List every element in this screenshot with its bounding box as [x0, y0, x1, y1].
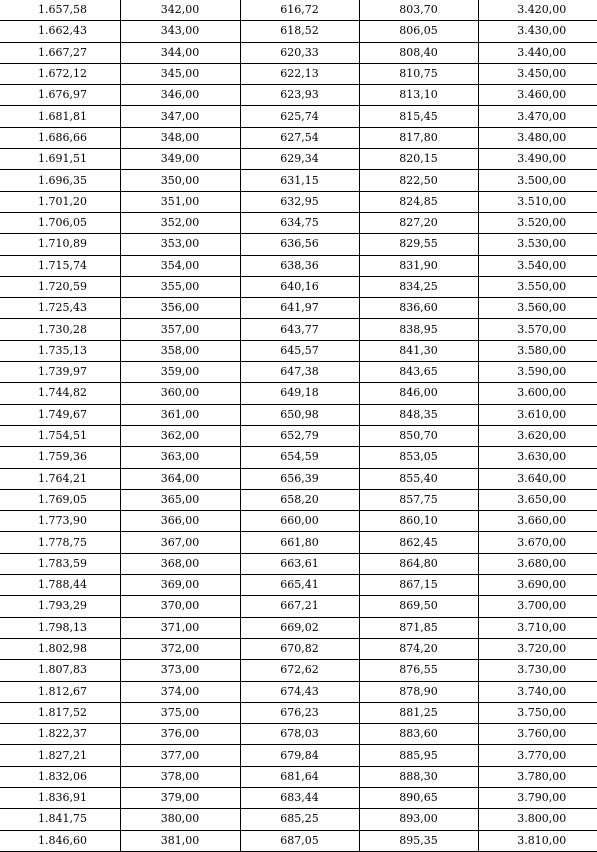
table-cell: 618,52 [240, 21, 359, 42]
table-cell: 3.660,00 [478, 511, 597, 532]
table-cell: 815,45 [359, 106, 478, 127]
table-cell: 348,00 [120, 127, 240, 148]
table-cell: 3.580,00 [478, 340, 597, 361]
table-cell: 3.790,00 [478, 787, 597, 808]
table-cell: 667,21 [240, 596, 359, 617]
table-cell: 620,33 [240, 42, 359, 63]
table-cell: 347,00 [120, 106, 240, 127]
table-cell: 1.793,29 [0, 596, 120, 617]
table-cell: 362,00 [120, 425, 240, 446]
table-cell: 364,00 [120, 468, 240, 489]
table-cell: 361,00 [120, 404, 240, 425]
table-cell: 3.750,00 [478, 702, 597, 723]
table-row [0, 489, 597, 510]
table-cell: 3.490,00 [478, 149, 597, 170]
table-cell: 670,82 [240, 638, 359, 659]
table-cell: 869,50 [359, 596, 478, 617]
table-cell: 381,00 [120, 830, 240, 851]
table-cell: 1.739,97 [0, 362, 120, 383]
table-row [0, 340, 597, 361]
table-cell: 631,15 [240, 170, 359, 191]
table-cell: 679,84 [240, 745, 359, 766]
table-cell: 862,45 [359, 532, 478, 553]
table-cell: 1.744,82 [0, 383, 120, 404]
table-cell: 372,00 [120, 638, 240, 659]
table-row [0, 106, 597, 127]
table-cell: 829,55 [359, 234, 478, 255]
table-cell: 1.764,21 [0, 468, 120, 489]
table-cell: 895,35 [359, 830, 478, 851]
table-cell: 1.720,59 [0, 276, 120, 297]
table-cell: 867,15 [359, 575, 478, 596]
table-row [0, 575, 597, 596]
table-cell: 683,44 [240, 787, 359, 808]
table-cell: 3.480,00 [478, 127, 597, 148]
table-cell: 824,85 [359, 191, 478, 212]
table-cell: 848,35 [359, 404, 478, 425]
table-cell: 380,00 [120, 809, 240, 830]
table-cell: 363,00 [120, 447, 240, 468]
table-cell: 1.676,97 [0, 85, 120, 106]
table-cell: 665,41 [240, 575, 359, 596]
table-row [0, 447, 597, 468]
table-cell: 3.620,00 [478, 425, 597, 446]
table-row [0, 830, 597, 851]
table-row [0, 191, 597, 212]
table-cell: 656,39 [240, 468, 359, 489]
table-cell: 3.560,00 [478, 298, 597, 319]
table-cell: 636,56 [240, 234, 359, 255]
table-cell: 853,05 [359, 447, 478, 468]
table-cell: 3.630,00 [478, 447, 597, 468]
table-cell: 1.662,43 [0, 21, 120, 42]
table-cell: 3.600,00 [478, 383, 597, 404]
table-cell: 367,00 [120, 532, 240, 553]
table-cell: 1.812,67 [0, 681, 120, 702]
table-row [0, 319, 597, 340]
table-cell: 3.800,00 [478, 809, 597, 830]
table-cell: 822,50 [359, 170, 478, 191]
table-cell: 366,00 [120, 511, 240, 532]
table-cell: 1.735,13 [0, 340, 120, 361]
table-cell: 890,65 [359, 787, 478, 808]
table-cell: 345,00 [120, 63, 240, 84]
table-row [0, 425, 597, 446]
table-row [0, 276, 597, 297]
table-cell: 808,40 [359, 42, 478, 63]
table-cell: 379,00 [120, 787, 240, 808]
table-cell: 3.640,00 [478, 468, 597, 489]
table-cell: 810,75 [359, 63, 478, 84]
table-cell: 3.530,00 [478, 234, 597, 255]
table-cell: 374,00 [120, 681, 240, 702]
table-cell: 881,25 [359, 702, 478, 723]
table-cell: 3.520,00 [478, 212, 597, 233]
table-row [0, 170, 597, 191]
table-row [0, 85, 597, 106]
table-cell: 355,00 [120, 276, 240, 297]
table-row [0, 702, 597, 723]
table-cell: 643,77 [240, 319, 359, 340]
table-row [0, 809, 597, 830]
table-row [0, 149, 597, 170]
table-cell: 669,02 [240, 617, 359, 638]
table-cell: 1.706,05 [0, 212, 120, 233]
table-cell: 353,00 [120, 234, 240, 255]
table-cell: 1.832,06 [0, 766, 120, 787]
table-row [0, 787, 597, 808]
table-cell: 3.430,00 [478, 21, 597, 42]
table-cell: 803,70 [359, 0, 478, 21]
table-cell: 1.691,51 [0, 149, 120, 170]
table-row [0, 298, 597, 319]
table-cell: 1.749,67 [0, 404, 120, 425]
table-cell: 834,25 [359, 276, 478, 297]
table-cell: 1.817,52 [0, 702, 120, 723]
table-cell: 3.470,00 [478, 106, 597, 127]
table-cell: 687,05 [240, 830, 359, 851]
table-cell: 678,03 [240, 724, 359, 745]
table-cell: 820,15 [359, 149, 478, 170]
table-cell: 1.667,27 [0, 42, 120, 63]
table-cell: 878,90 [359, 681, 478, 702]
table-cell: 377,00 [120, 745, 240, 766]
table-row [0, 532, 597, 553]
table-cell: 831,90 [359, 255, 478, 276]
table-cell: 838,95 [359, 319, 478, 340]
table-row [0, 745, 597, 766]
table-cell: 3.420,00 [478, 0, 597, 21]
table-cell: 632,95 [240, 191, 359, 212]
table-cell: 893,00 [359, 809, 478, 830]
table-cell: 1.657,58 [0, 0, 120, 21]
table-cell: 3.550,00 [478, 276, 597, 297]
table-cell: 1.798,13 [0, 617, 120, 638]
table-row [0, 617, 597, 638]
table-cell: 1.822,37 [0, 724, 120, 745]
table-cell: 376,00 [120, 724, 240, 745]
table-cell: 841,30 [359, 340, 478, 361]
table-cell: 1.846,60 [0, 830, 120, 851]
table-cell: 1.788,44 [0, 575, 120, 596]
table-cell: 1.841,75 [0, 809, 120, 830]
table-cell: 1.827,21 [0, 745, 120, 766]
table-cell: 1.754,51 [0, 425, 120, 446]
table-cell: 836,60 [359, 298, 478, 319]
table-cell: 661,80 [240, 532, 359, 553]
table-row [0, 63, 597, 84]
table-cell: 3.570,00 [478, 319, 597, 340]
table-row [0, 42, 597, 63]
table-cell: 1.778,75 [0, 532, 120, 553]
table-cell: 360,00 [120, 383, 240, 404]
table-row [0, 212, 597, 233]
table-cell: 855,40 [359, 468, 478, 489]
table-cell: 641,97 [240, 298, 359, 319]
table-cell: 3.770,00 [478, 745, 597, 766]
table-row [0, 404, 597, 425]
table-cell: 857,75 [359, 489, 478, 510]
table-cell: 3.510,00 [478, 191, 597, 212]
table-cell: 843,65 [359, 362, 478, 383]
table-cell: 1.701,20 [0, 191, 120, 212]
table-row [0, 468, 597, 489]
table-cell: 616,72 [240, 0, 359, 21]
table-cell: 3.810,00 [478, 830, 597, 851]
table-cell: 3.780,00 [478, 766, 597, 787]
table-cell: 622,13 [240, 63, 359, 84]
table-cell: 370,00 [120, 596, 240, 617]
table-cell: 1.730,28 [0, 319, 120, 340]
table-cell: 343,00 [120, 21, 240, 42]
table-cell: 813,10 [359, 85, 478, 106]
table-row [0, 596, 597, 617]
table-cell: 351,00 [120, 191, 240, 212]
table-cell: 3.690,00 [478, 575, 597, 596]
table-cell: 654,59 [240, 447, 359, 468]
table-cell: 1.802,98 [0, 638, 120, 659]
table-cell: 371,00 [120, 617, 240, 638]
table-cell: 888,30 [359, 766, 478, 787]
table-cell: 860,10 [359, 511, 478, 532]
table-cell: 652,79 [240, 425, 359, 446]
table-cell: 806,05 [359, 21, 478, 42]
table-cell: 3.650,00 [478, 489, 597, 510]
table-cell: 3.540,00 [478, 255, 597, 276]
table-cell: 658,20 [240, 489, 359, 510]
table-cell: 350,00 [120, 170, 240, 191]
table-cell: 640,16 [240, 276, 359, 297]
table-cell: 685,25 [240, 809, 359, 830]
table-cell: 3.700,00 [478, 596, 597, 617]
table-cell: 375,00 [120, 702, 240, 723]
table-cell: 660,00 [240, 511, 359, 532]
table-cell: 629,34 [240, 149, 359, 170]
table-cell: 638,36 [240, 255, 359, 276]
table-cell: 817,80 [359, 127, 478, 148]
table-cell: 827,20 [359, 212, 478, 233]
table-cell: 3.710,00 [478, 617, 597, 638]
table-row [0, 0, 597, 21]
table-cell: 883,60 [359, 724, 478, 745]
table-cell: 3.610,00 [478, 404, 597, 425]
table-row [0, 255, 597, 276]
table-cell: 627,54 [240, 127, 359, 148]
table-cell: 647,38 [240, 362, 359, 383]
table-cell: 1.773,90 [0, 511, 120, 532]
table-cell: 354,00 [120, 255, 240, 276]
table-cell: 3.730,00 [478, 660, 597, 681]
table-cell: 649,18 [240, 383, 359, 404]
table-cell: 359,00 [120, 362, 240, 383]
table-row [0, 127, 597, 148]
table-cell: 1.710,89 [0, 234, 120, 255]
table-cell: 373,00 [120, 660, 240, 681]
table-cell: 1.681,81 [0, 106, 120, 127]
table-cell: 342,00 [120, 0, 240, 21]
table-cell: 645,57 [240, 340, 359, 361]
table-row [0, 638, 597, 659]
table-cell: 623,93 [240, 85, 359, 106]
table-cell: 346,00 [120, 85, 240, 106]
table-cell: 876,55 [359, 660, 478, 681]
table-cell: 3.720,00 [478, 638, 597, 659]
table-row [0, 383, 597, 404]
table-cell: 676,23 [240, 702, 359, 723]
table-cell: 3.500,00 [478, 170, 597, 191]
table-row [0, 660, 597, 681]
table-cell: 1.715,74 [0, 255, 120, 276]
table-cell: 352,00 [120, 212, 240, 233]
table-cell: 1.783,59 [0, 553, 120, 574]
table-cell: 650,98 [240, 404, 359, 425]
table-cell: 365,00 [120, 489, 240, 510]
table-cell: 1.725,43 [0, 298, 120, 319]
table-cell: 885,95 [359, 745, 478, 766]
table-row [0, 681, 597, 702]
table-cell: 634,75 [240, 212, 359, 233]
table-cell: 1.686,66 [0, 127, 120, 148]
table-row [0, 766, 597, 787]
table-cell: 3.680,00 [478, 553, 597, 574]
table-cell: 846,00 [359, 383, 478, 404]
table-cell: 3.460,00 [478, 85, 597, 106]
table-cell: 1.672,12 [0, 63, 120, 84]
table-cell: 349,00 [120, 149, 240, 170]
table-cell: 3.740,00 [478, 681, 597, 702]
table-cell: 681,64 [240, 766, 359, 787]
table-cell: 672,62 [240, 660, 359, 681]
table-cell: 3.450,00 [478, 63, 597, 84]
table-cell: 1.696,35 [0, 170, 120, 191]
table-cell: 874,20 [359, 638, 478, 659]
table-cell: 3.760,00 [478, 724, 597, 745]
table-row [0, 724, 597, 745]
table-cell: 3.590,00 [478, 362, 597, 383]
table-cell: 850,70 [359, 425, 478, 446]
table-cell: 357,00 [120, 319, 240, 340]
table-cell: 378,00 [120, 766, 240, 787]
table-cell: 344,00 [120, 42, 240, 63]
table-cell: 369,00 [120, 575, 240, 596]
table-row [0, 553, 597, 574]
table-cell: 358,00 [120, 340, 240, 361]
table-cell: 3.670,00 [478, 532, 597, 553]
table-cell: 674,43 [240, 681, 359, 702]
table-cell: 1.759,36 [0, 447, 120, 468]
table-row [0, 21, 597, 42]
table-cell: 3.440,00 [478, 42, 597, 63]
table-cell: 864,80 [359, 553, 478, 574]
table-cell: 1.807,83 [0, 660, 120, 681]
table-cell: 356,00 [120, 298, 240, 319]
table-cell: 663,61 [240, 553, 359, 574]
table-cell: 368,00 [120, 553, 240, 574]
table-cell: 1.769,05 [0, 489, 120, 510]
table-row [0, 362, 597, 383]
table-cell: 1.836,91 [0, 787, 120, 808]
table-cell: 871,85 [359, 617, 478, 638]
table-row [0, 234, 597, 255]
table-row [0, 511, 597, 532]
table-cell: 625,74 [240, 106, 359, 127]
